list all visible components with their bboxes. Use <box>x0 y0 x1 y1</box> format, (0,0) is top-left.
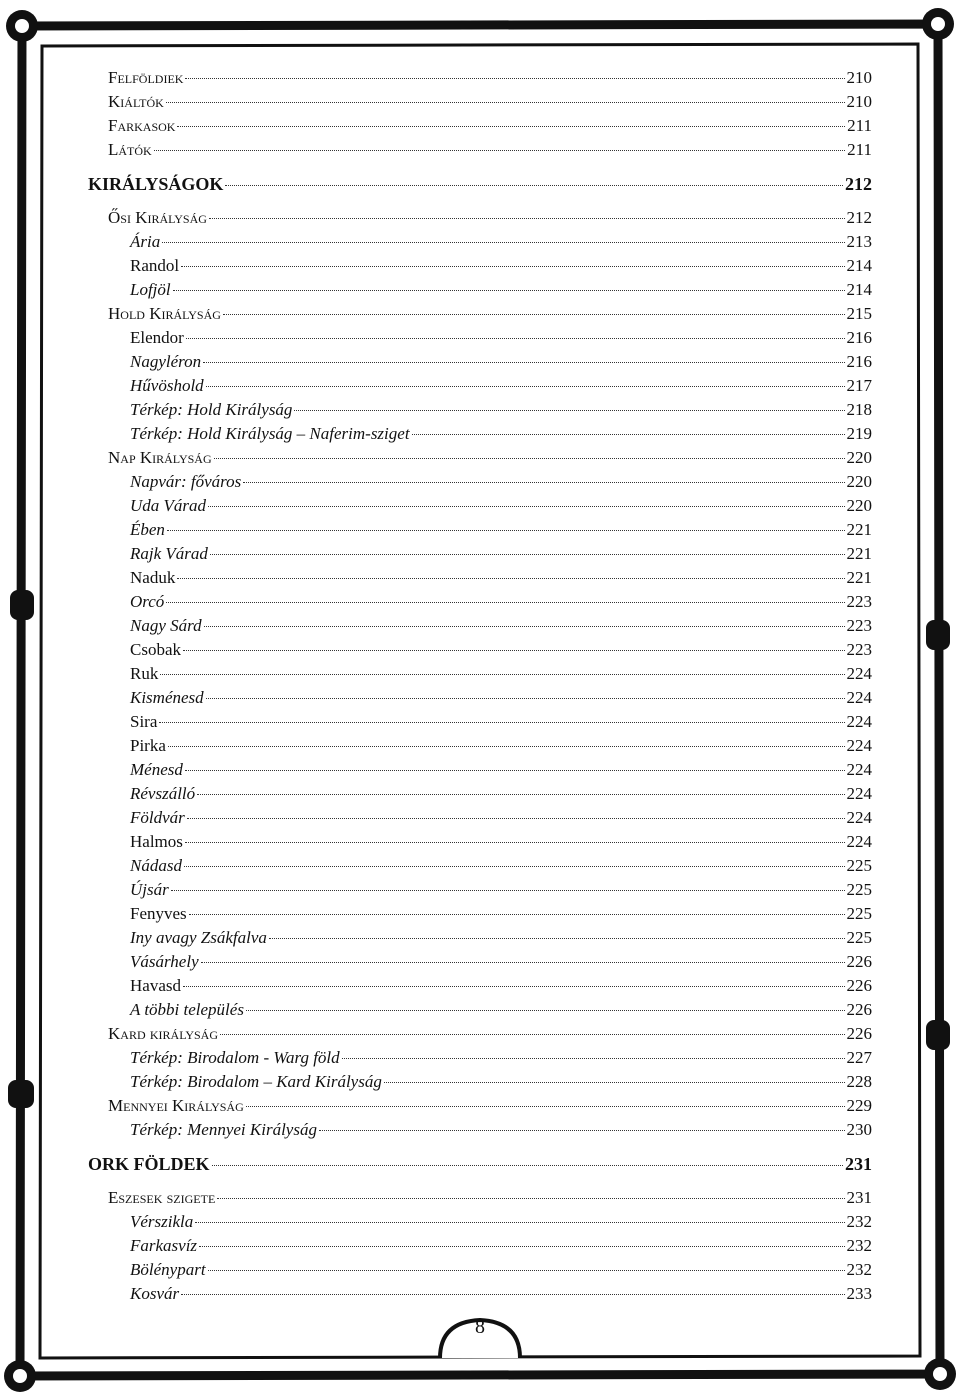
toc-entry-page: 224 <box>846 784 872 803</box>
toc-entry <box>88 1282 872 1306</box>
toc-entry-title: Lofjöl <box>130 280 171 299</box>
toc-entry-page: 223 <box>846 640 872 659</box>
toc-entry-title: Kard királyság <box>108 1024 218 1043</box>
toc-entry-title: Randol <box>130 256 180 275</box>
toc-entry-page: 217 <box>846 376 872 395</box>
dot-leader <box>173 290 845 291</box>
dot-leader <box>201 962 845 963</box>
toc-entry-title: Eszesek szigete <box>108 1188 216 1207</box>
toc-entry <box>88 1118 872 1142</box>
toc-entry-title: Halmos <box>130 832 183 851</box>
toc-entry <box>88 206 872 230</box>
toc-entry-page: 226 <box>846 1024 872 1043</box>
dot-leader <box>208 506 844 507</box>
toc-entry <box>88 590 872 614</box>
toc-entry-title: Orcó <box>130 592 165 611</box>
toc-entry <box>88 734 872 758</box>
toc-entry <box>88 1070 872 1094</box>
toc-entry-page: 224 <box>846 712 872 731</box>
toc-entry-page: 224 <box>846 688 872 707</box>
dot-leader <box>243 482 844 483</box>
toc-entry-title: ORK FÖLDEK <box>88 1154 210 1174</box>
toc-entry <box>88 830 872 854</box>
toc-entry-title: Kosvár <box>130 1284 180 1303</box>
toc-entry <box>88 542 872 566</box>
toc-entry <box>88 1258 872 1282</box>
toc-entry <box>88 782 872 806</box>
toc-entry-page: 227 <box>846 1048 872 1067</box>
toc-entry-title: Ruk <box>130 664 159 683</box>
toc-entry-title: Hűvöshold <box>130 376 204 395</box>
toc-entry-page: 226 <box>846 976 872 995</box>
toc-entry-title: Térkép: Hold Királyság <box>130 400 293 419</box>
toc-entry <box>88 278 872 302</box>
dot-leader <box>167 530 845 531</box>
toc-entry-title: Ében <box>130 520 165 539</box>
dot-leader <box>214 458 845 459</box>
toc-entry-page: 223 <box>846 616 872 635</box>
toc-entry-title: Sira <box>130 712 158 731</box>
dot-leader <box>217 1198 844 1199</box>
toc-entry-title: Térkép: Birodalom – Kard Királyság <box>130 1072 382 1091</box>
toc-entry-page: 224 <box>846 808 872 827</box>
dot-leader <box>160 674 844 675</box>
page-number: 8 <box>475 1316 485 1338</box>
toc-entry-page: 212 <box>845 174 872 194</box>
toc-entry-page: 232 <box>846 1260 872 1279</box>
toc-entry-title: Nagyléron <box>130 352 202 371</box>
dot-leader <box>223 314 845 315</box>
toc-entry-page: 215 <box>846 304 872 323</box>
toc-entry <box>88 566 872 590</box>
toc-entry <box>88 686 872 710</box>
dot-leader <box>212 1165 843 1166</box>
toc-entry-title: Felföldiek <box>108 68 184 87</box>
toc-entry-page: 224 <box>846 832 872 851</box>
toc-entry-title: Rajk Várad <box>130 544 208 563</box>
toc-entry-title: Pirka <box>130 736 166 755</box>
toc-entry <box>88 374 872 398</box>
dot-leader <box>189 914 845 915</box>
dot-leader <box>342 1058 845 1059</box>
toc-entry-title: Elendor <box>130 328 184 347</box>
dot-leader <box>177 578 844 579</box>
toc-entry-title: Vásárhely <box>130 952 199 971</box>
toc-entry-title: Kisménesd <box>130 688 204 707</box>
toc-entry <box>88 614 872 638</box>
toc-entry-page: 210 <box>846 68 872 87</box>
dot-leader <box>171 890 845 891</box>
toc-entry-page: 216 <box>846 352 872 371</box>
toc-entry-title: Csobak <box>130 640 181 659</box>
toc-entry <box>88 446 872 470</box>
toc-entry-page: 232 <box>846 1212 872 1231</box>
dot-leader <box>177 126 845 127</box>
toc-entry-page: 225 <box>846 856 872 875</box>
toc-entry-title: Fenyves <box>130 904 187 923</box>
dot-leader <box>209 218 845 219</box>
dot-leader <box>204 626 845 627</box>
toc-entry <box>88 710 872 734</box>
toc-entry <box>88 90 872 114</box>
dot-leader <box>246 1106 845 1107</box>
toc-entry <box>88 494 872 518</box>
dot-leader <box>185 770 845 771</box>
toc-entry <box>88 902 872 926</box>
dot-leader <box>154 150 845 151</box>
dot-leader <box>412 434 845 435</box>
toc-entry-title: Térkép: Hold Királyság – Naferim-sziget <box>130 424 410 443</box>
toc-entry-title: Farkasok <box>108 116 176 135</box>
dot-leader <box>185 842 845 843</box>
dot-leader <box>384 1082 845 1083</box>
toc-entry-page: 225 <box>846 880 872 899</box>
dot-leader <box>246 1010 845 1011</box>
toc-entry-page: 225 <box>846 904 872 923</box>
dot-leader <box>181 1294 844 1295</box>
toc-entry <box>88 806 872 830</box>
toc-entry-page: 230 <box>846 1120 872 1139</box>
toc-entry <box>88 230 872 254</box>
dot-leader <box>206 386 845 387</box>
toc-entry <box>88 470 872 494</box>
toc-entry <box>88 518 872 542</box>
dot-leader <box>187 818 845 819</box>
toc-entry-page: 221 <box>846 544 872 563</box>
toc-entry-page: 226 <box>846 1000 872 1019</box>
dot-leader <box>183 650 845 651</box>
toc-entry <box>88 1152 872 1176</box>
dot-leader <box>225 185 843 186</box>
toc-entry-title: Térkép: Mennyei Királyság <box>130 1120 317 1139</box>
toc-entry <box>88 1234 872 1258</box>
toc-entry-title: Földvár <box>130 808 185 827</box>
toc-entry-title: Havasd <box>130 976 181 995</box>
toc-entry-page: 231 <box>846 1188 872 1207</box>
dot-leader <box>203 362 844 363</box>
toc-entry <box>88 854 872 878</box>
toc-entry <box>88 326 872 350</box>
toc-entry-page: 232 <box>846 1236 872 1255</box>
toc-entry-page: 221 <box>846 568 872 587</box>
dot-leader <box>208 1270 845 1271</box>
toc-entry-page: 214 <box>846 280 872 299</box>
dot-leader <box>159 722 844 723</box>
dot-leader <box>206 698 845 699</box>
toc-entry-page: 211 <box>847 116 872 135</box>
toc-entry-title: A többi település <box>130 1000 244 1019</box>
toc-entry-page: 221 <box>846 520 872 539</box>
dot-leader <box>181 266 844 267</box>
toc-entry <box>88 638 872 662</box>
toc-entry-title: KIRÁLYSÁGOK <box>88 174 224 194</box>
toc-entry-title: Nádasd <box>130 856 182 875</box>
toc-entry <box>88 302 872 326</box>
toc-entry <box>88 998 872 1022</box>
dot-leader <box>199 1246 844 1247</box>
toc-entry-page: 220 <box>846 472 872 491</box>
toc-entry-title: Nagy Sárd <box>130 616 202 635</box>
toc-entry-page: 224 <box>846 760 872 779</box>
dot-leader <box>269 938 845 939</box>
dot-leader <box>294 410 844 411</box>
toc-entry-page: 213 <box>846 232 872 251</box>
toc-entry-title: Uda Várad <box>130 496 207 515</box>
toc-entry-title: Iny avagy Zsákfalva <box>130 928 267 947</box>
dot-leader <box>184 866 845 867</box>
toc-entry-page: 211 <box>847 140 872 159</box>
toc-entry-page: 216 <box>846 328 872 347</box>
table-of-contents <box>88 66 872 1306</box>
dot-leader <box>210 554 845 555</box>
toc-entry <box>88 974 872 998</box>
toc-entry-title: Ménesd <box>130 760 183 779</box>
toc-entry <box>88 1046 872 1070</box>
dot-leader <box>195 1222 844 1223</box>
toc-entry-page: 220 <box>846 448 872 467</box>
toc-entry-page: 219 <box>846 424 872 443</box>
dot-leader <box>168 746 845 747</box>
dot-leader <box>185 78 844 79</box>
toc-entry-page: 214 <box>846 256 872 275</box>
toc-entry-page: 231 <box>845 1154 872 1174</box>
toc-entry-title: Naduk <box>130 568 176 587</box>
toc-entry <box>88 926 872 950</box>
toc-entry-page: 228 <box>846 1072 872 1091</box>
toc-entry-title: Nap Királyság <box>108 448 212 467</box>
toc-entry <box>88 1094 872 1118</box>
toc-entry-page: 229 <box>846 1096 872 1115</box>
dot-leader <box>166 102 845 103</box>
toc-entry <box>88 66 872 90</box>
toc-entry <box>88 758 872 782</box>
toc-entry <box>88 398 872 422</box>
dot-leader <box>319 1130 845 1131</box>
toc-entry-page: 224 <box>846 664 872 683</box>
toc-entry <box>88 1210 872 1234</box>
toc-entry <box>88 1186 872 1210</box>
dot-leader <box>220 1034 845 1035</box>
toc-entry-page: 224 <box>846 736 872 755</box>
toc-entry <box>88 950 872 974</box>
toc-entry-title: Vérszikla <box>130 1212 194 1231</box>
toc-entry-title: Ária <box>130 232 161 251</box>
toc-entry-title: Napvár: főváros <box>130 472 242 491</box>
dot-leader <box>186 338 845 339</box>
dot-leader <box>183 986 845 987</box>
toc-entry-page: 210 <box>846 92 872 111</box>
toc-entry-title: Kiáltók <box>108 92 164 111</box>
toc-entry <box>88 138 872 162</box>
toc-entry <box>88 254 872 278</box>
dot-leader <box>197 794 844 795</box>
toc-entry-page: 223 <box>846 592 872 611</box>
toc-entry-title: Hold Királyság <box>108 304 221 323</box>
toc-entry-title: Újsár <box>130 880 169 899</box>
toc-entry-page: 226 <box>846 952 872 971</box>
toc-entry-title: Látók <box>108 140 152 159</box>
toc-entry-title: Térkép: Birodalom - Warg föld <box>130 1048 340 1067</box>
toc-entry-title: Mennyei Királyság <box>108 1096 244 1115</box>
toc-entry <box>88 172 872 196</box>
toc-entry-page: 212 <box>846 208 872 227</box>
toc-entry-title: Révszálló <box>130 784 196 803</box>
toc-entry <box>88 1022 872 1046</box>
toc-entry <box>88 662 872 686</box>
toc-entry-title: Ősi Királyság <box>108 208 207 227</box>
toc-entry-page: 233 <box>846 1284 872 1303</box>
toc-entry <box>88 422 872 446</box>
toc-entry-page: 225 <box>846 928 872 947</box>
toc-entry <box>88 114 872 138</box>
toc-entry-page: 220 <box>846 496 872 515</box>
toc-entry <box>88 878 872 902</box>
dot-leader <box>166 602 844 603</box>
dot-leader <box>162 242 844 243</box>
toc-entry-page: 218 <box>846 400 872 419</box>
toc-entry-title: Bölénypart <box>130 1260 206 1279</box>
toc-entry <box>88 350 872 374</box>
toc-entry-title: Farkasvíz <box>130 1236 198 1255</box>
